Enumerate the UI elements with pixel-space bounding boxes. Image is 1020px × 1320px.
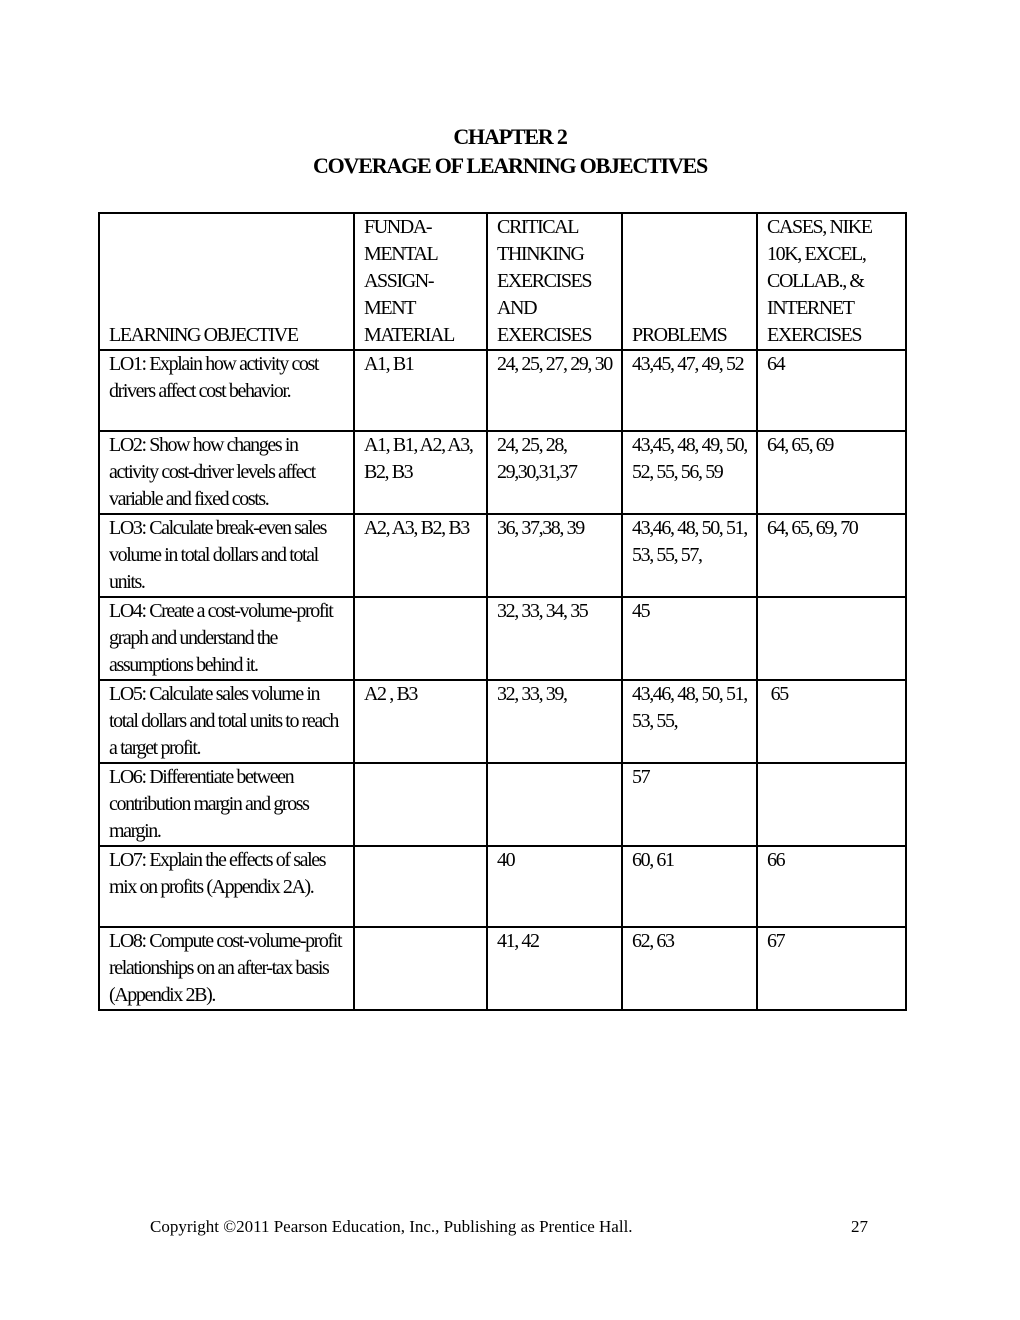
problems-cell: 43,45, 47, 49, 52 <box>622 350 757 431</box>
table-row <box>99 597 906 680</box>
page-number: 27 <box>851 1217 868 1236</box>
fundamental-assignment-cell: A1, B1, A2, A3, B2, B3 <box>354 431 487 514</box>
cases-cell: 66 <box>757 846 906 927</box>
learning-objective-cell: LO3: Calculate break-even sales volume in total dollars and total units. <box>99 514 354 597</box>
problems-cell: 43,46, 48, 50, 51, 53, 55, <box>622 680 757 763</box>
fundamental-assignment-cell <box>354 763 487 846</box>
cases-cell: 64, 65, 69, 70 <box>757 514 906 597</box>
critical-thinking-cell: 41, 42 <box>487 927 622 1010</box>
critical-thinking-cell: 24, 25, 28, 29,30,31,37 <box>487 431 622 514</box>
fundamental-assignment-cell <box>354 846 487 927</box>
table-row <box>99 514 906 597</box>
critical-thinking-cell: 32, 33, 39, <box>487 680 622 763</box>
cases-cell: 67 <box>757 927 906 1010</box>
learning-objective-cell: LO8: Compute cost-volume-profit relationships on an after-tax basis (Appendix 2B). <box>99 927 354 1010</box>
header-problems: PROBLEMS <box>622 213 757 350</box>
table-row <box>99 680 906 763</box>
problems-cell: 57 <box>622 763 757 846</box>
learning-objective-cell: LO5: Calculate sales volume in total dollars and total units to reach a target profit. <box>99 680 354 763</box>
fundamental-assignment-cell <box>354 597 487 680</box>
cases-cell: 64, 65, 69 <box>757 431 906 514</box>
coverage-table <box>98 212 907 1011</box>
cases-cell: 64 <box>757 350 906 431</box>
chapter-title: CHAPTER 2 <box>453 124 567 149</box>
cases-cell <box>757 763 906 846</box>
problems-cell: 43,45, 48, 49, 50, 52, 55, 56, 59 <box>622 431 757 514</box>
fundamental-assignment-cell: A1, B1 <box>354 350 487 431</box>
cases-cell: 65 <box>757 680 906 763</box>
problems-cell: 62, 63 <box>622 927 757 1010</box>
header-cases-exercises: CASES, NIKE 10K, EXCEL, COLLAB., & INTERNET EXERCISES <box>757 213 906 350</box>
critical-thinking-cell <box>487 763 622 846</box>
table-row <box>99 431 906 514</box>
fundamental-assignment-cell: A2 , B3 <box>354 680 487 763</box>
header-learning-objective: LEARNING OBJECTIVE <box>99 213 354 350</box>
critical-thinking-cell: 40 <box>487 846 622 927</box>
learning-objective-cell: LO6: Differentiate between contribution margin and gross margin. <box>99 763 354 846</box>
problems-cell: 45 <box>622 597 757 680</box>
critical-thinking-cell: 32, 33, 34, 35 <box>487 597 622 680</box>
fundamental-assignment-cell <box>354 927 487 1010</box>
table-row <box>99 350 906 431</box>
problems-cell: 60, 61 <box>622 846 757 927</box>
table-row <box>99 763 906 846</box>
table-row <box>99 927 906 1010</box>
cases-cell <box>757 597 906 680</box>
header-critical-thinking-exercises: CRITICAL THINKING EXERCISES AND EXERCISES <box>487 213 622 350</box>
copyright-footer: Copyright ©2011 Pearson Education, Inc., Publishing as Prentice Hall. <box>150 1217 633 1236</box>
fundamental-assignment-cell: A2, A3, B2, B3 <box>354 514 487 597</box>
table-header-row <box>99 213 906 350</box>
header-fundamental-assignment-material: FUNDA- MENTAL ASSIGN- MENT MATERIAL <box>354 213 487 350</box>
learning-objective-cell: LO2: Show how changes in activity cost-driver levels affect variable and fixed costs. <box>99 431 354 514</box>
critical-thinking-cell: 36, 37,38, 39 <box>487 514 622 597</box>
critical-thinking-cell: 24, 25, 27, 29, 30 <box>487 350 622 431</box>
learning-objective-cell: LO1: Explain how activity cost drivers affect cost behavior. <box>99 350 354 431</box>
page-title: COVERAGE OF LEARNING OBJECTIVES <box>312 153 708 178</box>
learning-objective-cell: LO7: Explain the effects of sales mix on profits (Appendix 2A). <box>99 846 354 927</box>
learning-objective-cell: LO4: Create a cost-volume-profit graph and understand the assumptions behind it. <box>99 597 354 680</box>
table-row <box>99 846 906 927</box>
problems-cell: 43,46, 48, 50, 51, 53, 55, 57, <box>622 514 757 597</box>
